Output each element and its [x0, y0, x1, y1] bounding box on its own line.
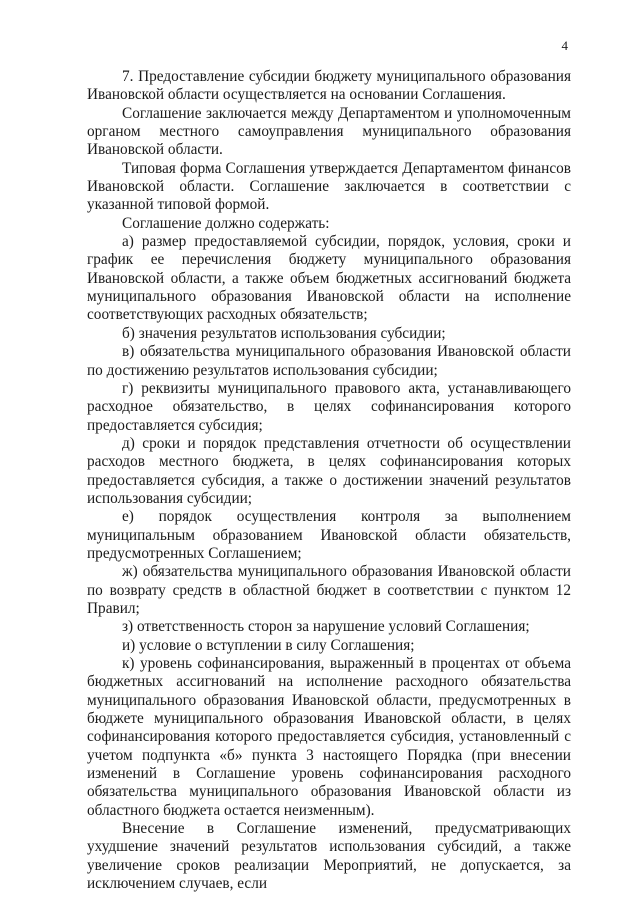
list-item-k: к) уровень софинансирования, выраженный в процентах от объема бюджетных ассигнований на исполнение расходного обязательства муниципального образования Ивановской области, предусмотренных в бюджете муниципального образования Ивановской области, в целях софинансирования которого предоставляется субсидия, установленный с учетом подпункта «б» пункта 3 настоящего Порядка (при внесении изменений в Соглашение уровень софинансирования расходного обязательства муниципального образования Ивановской области из областного бюджета остается неизменным).: [87, 655, 571, 819]
paragraph-agreement-contents-intro: Соглашение должно содержать:: [122, 214, 330, 232]
list-item-z: з) ответственность сторон за нарушение условий Соглашения;: [122, 618, 530, 636]
paragraph-standard-form: Типовая форма Соглашения утверждается Департаментом финансов Ивановской области. Соглашение заключается в соответствии с указанной типовой формой.: [87, 159, 571, 214]
paragraph-agreement-parties: Соглашение заключается между Департаментом и уполномоченным органом местного самоуправления муниципального образования Ивановской области.: [87, 104, 571, 159]
list-item-i: и) условие о вступлении в силу Соглашения;: [122, 636, 415, 654]
list-item-b: б) значения результатов использования субсидии;: [122, 324, 446, 342]
list-item-zh: ж) обязательства муниципального образования Ивановской области по возврату средств в областной бюджет в соответствии с пунктом 12 Правил;: [87, 563, 571, 617]
paragraph-amendments: Внесение в Соглашение изменений, предусматривающих ухудшение значений результатов использования субсидий, а также увеличение сроков реализации Мероприятий, не допускается, за исключением случаев, если: [87, 820, 571, 893]
list-item-a: а) размер предоставляемой субсидии, порядок, условия, сроки и график ее перечисления бюджету муниципального образования Ивановской области, а также объем бюджетных ассигнований бюджета муниципального образования Ивановской области на исполнение соответствующих расходных обязательств;: [87, 233, 571, 324]
list-item-d: д) сроки и порядок представления отчетности об осуществлении расходов местного бюджета, в целях софинансирования которых предоставляется субсидия, а также о достижении значений результатов использования субсидии;: [87, 434, 571, 507]
page-number: 4: [561, 38, 568, 53]
paragraph-7-subsidy-basis: 7. Предоставление субсидии бюджету муниципального образования Ивановской области осуществляется на основании Соглашения.: [87, 68, 571, 104]
list-item-g: г) реквизиты муниципального правового акта, устанавливающего расходное обязательство, в целях софинансирования которого предоставляется субсидия;: [87, 379, 571, 434]
document-body: [87, 68, 571, 893]
list-item-e: е) порядок осуществления контроля за выполнением муниципальным образованием Ивановской области обязательств, предусмотренных Соглашением;: [87, 508, 571, 562]
list-item-v: в) обязательства муниципального образования Ивановской области по достижению результатов использования субсидии;: [87, 343, 571, 379]
